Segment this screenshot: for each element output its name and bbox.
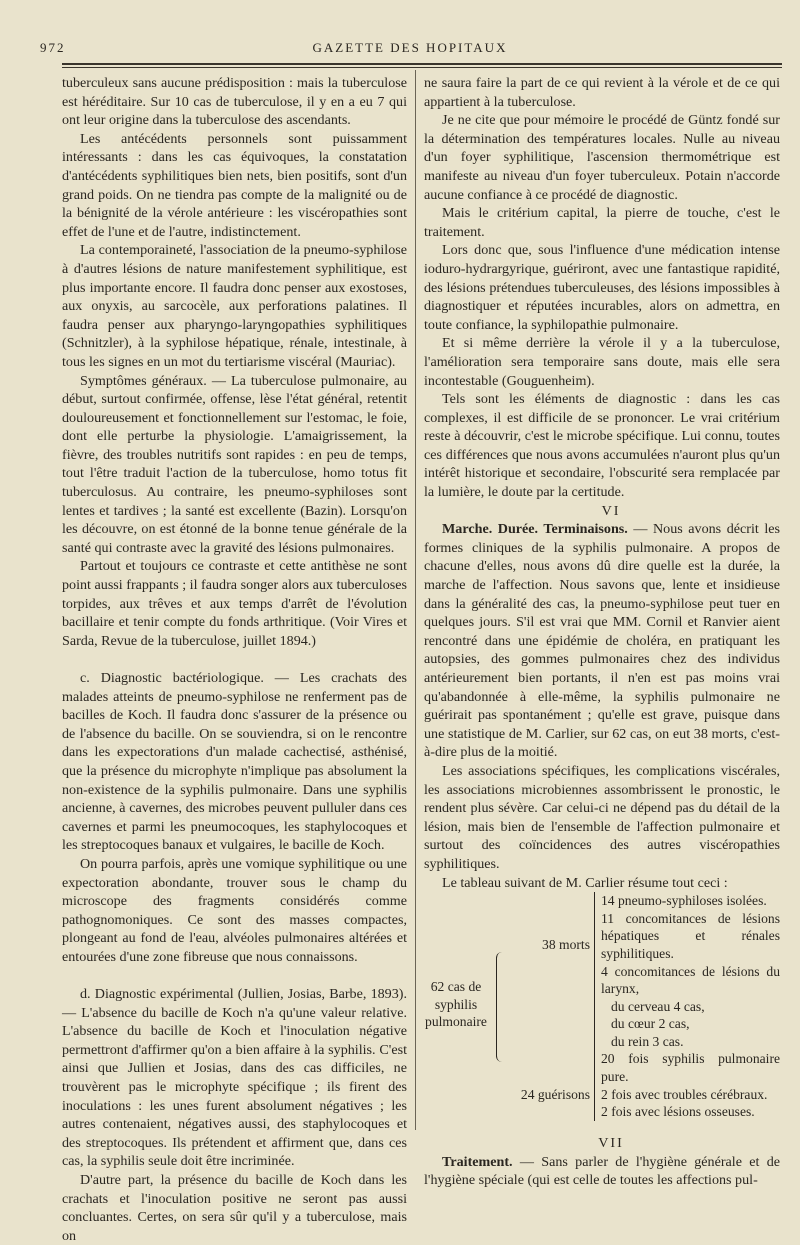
paragraph: On pourra parfois, après une vomique syphilitique ou une expectoration abondante, trouver sous le champ du microscope des fragments considérés comme pathognomoniques. Ce sont des masses compactes, plongeant au fond de l'eau, alvéoles pulmonaires altérées et entourées d'une zone fibreuse que nous connaissons. bbox=[62, 855, 407, 965]
paragraph: Les associations spécifiques, les complications viscérales, les associations microbiennes assombrissent le pronostic, le rendent plus sévère. Car celui-ci ne dépend pas du détail de la lésion, mais bien de l'ensemble de l'affection pulmonaire et surtout des coïncidences des autres viscéropathies syphilitiques. bbox=[424, 762, 780, 872]
paragraph: D'autre part, la présence du bacille de Koch dans les crachats et l'inoculation positive ne seront pas aussi concluantes. Certes, on sera sûr qu'il y a tuberculose, mais on bbox=[62, 1172, 407, 1244]
table-row: du cerveau 4 cas, bbox=[611, 998, 705, 1014]
table-row: 11 concomitances de lésions hépatiques et rénales syphilitiques. bbox=[601, 910, 780, 961]
paragraph: Mais le critérium capital, la pierre de touche, c'est le traitement. bbox=[424, 205, 780, 240]
table-row: 2 fois avec troubles cérébraux. bbox=[601, 1086, 768, 1102]
section-heading: VI bbox=[601, 502, 621, 519]
paragraph-text: — Sans parler de l'hygiène générale et de l'hygiène spéciale (qui est celle de toutes les affections pul- bbox=[424, 1153, 780, 1189]
header-rule bbox=[62, 63, 782, 65]
carlier-statistics-table bbox=[424, 892, 780, 1134]
paragraph: Tels sont les éléments de diagnostic : dans les cas complexes, il est difficile de se prononcer. Le vrai critérium reste à découvrir, c'est le microbe spécifique. Lui connu, toutes ces différences que nous avons accumulées n'auront plus qu'un intérêt historique et secondaire, l'obscurité sera remplacée par la lumière, le doute par la certitude. bbox=[424, 391, 780, 501]
table-deaths: 38 morts bbox=[542, 937, 590, 953]
paragraph: Partout et toujours ce contraste et cette antithèse ne sont point aussi frappants ; il faudra songer alors aux tuberculoses torpides, aux trêves et aux temps d'arrêt de l'évolution bacillaire et tenir compte du fonds arthritique. (Voir Vires et Sarda, Revue de la tuberculose, juillet 1894.) bbox=[62, 558, 407, 649]
running-title: GAZETTE DES HOPITAUX bbox=[312, 40, 508, 55]
paragraph bbox=[424, 1153, 780, 1190]
paragraph: c. Diagnostic bactériologique. — Les crachats des malades atteints de pneumo-syphilose ne renferment pas de bacilles de Koch. Il faudra donc s'assurer de la présence ou de l'absence du bacille. On se souviendra, si on le rencontre dans les expectorations d'un malade cachectisé, asthénisé, que la présence du microphyte n'implique pas absolument la non-existence de la syphilis pulmonaire. Dans une syphilis ancienne, à cavernes, des microbes peuvent pulluler dans ces cavernes et parmi les pneumocoques, les staphylocoques et les streptocoques banaux et vulgaires, le bacille de Koch. bbox=[62, 670, 407, 854]
paragraph: Et si même derrière la vérole il y a la tuberculose, l'amélioration sera temporaire sans doute, mais elle sera incontestable (Gouguenheim). bbox=[424, 335, 780, 389]
page-header bbox=[40, 40, 780, 62]
column-divider bbox=[415, 70, 416, 1130]
table-row: 2 fois avec lésions osseuses. bbox=[601, 1104, 755, 1120]
paragraph-text: — Nous avons décrit les formes cliniques de la syphilis pulmonaire. A propos de chacune d'elles, nous avons dû dire quelle est la durée, la marche de l'affection. Nous savons que, lente et insidieuse dans la généralité des cas, la pneumo-syphilose peut tuer en quelques jours. S'il est vrai que MM. Cornil et Ranvier aient rencontré dans une épidémie de choléra, en pratiquant les autopsies, des gommes pulmonaires chez des individus antérieurement bien portants, il n'en est pas moins vrai qu'abandonnée à elle-même, la syphilis pulmonaire ne guérirait pas spontanément ; qu'elle est grave, puisque dans une statistique de M. Carlier, sur 62 cas, on eut 38 morts, c'est-à-dire plus de la moitié. bbox=[424, 521, 780, 761]
section-heading: VII bbox=[598, 1135, 624, 1152]
page-number: 972 bbox=[40, 40, 66, 55]
table-row: du cœur 2 cas, bbox=[611, 1016, 690, 1032]
subsection-title: Marche. Durée. Terminaisons. bbox=[442, 521, 628, 538]
paragraph: ne saura faire la part de ce qui revient à la vérole et de ce qui appartient à la tuberculose. bbox=[424, 75, 780, 110]
table-recoveries: 24 guérisons bbox=[520, 1087, 590, 1103]
paragraph: Je ne cite que pour mémoire le procédé de Güntz fondé sur la détermination des températures locales. Nulle au niveau d'un foyer syphilitique, l'ascension thermométrique est manifeste au niveau d'un foyer tuberculeux. Potain n'accorde aucune confiance à ce procédé de diagnostic. bbox=[424, 112, 780, 203]
right-column bbox=[424, 74, 780, 1189]
header-rule-thin bbox=[62, 67, 782, 68]
table-total-cases: 62 cas de syphilis pulmonaire bbox=[425, 979, 487, 1030]
paragraph: tuberculeux sans aucune prédisposition : mais la tuberculose est héréditaire. Sur 10 cas de tuberculose, il y en a eu 7 qui ont leur origine dans la tuberculose des ascendants. bbox=[62, 75, 407, 129]
table-details bbox=[594, 892, 780, 1121]
paragraph: Lors donc que, sous l'influence d'une médication intense ioduro-hydrargyrique, guériront, avec une fantastique rapidité, des lésions prétendues tuberculeuses, des lésions impossibles à diagnostiquer et réputées incurables, alors on admettra, en toute confiance, la syphilopathie pulmonaire. bbox=[424, 242, 780, 333]
paragraph: Les antécédents personnels sont puissamment intéressants : dans les cas équivoques, la constatation d'antécédents syphilitiques bien nets, bien positifs, sont d'un grand poids. On ne tiendra pas compte de la malignité ou de la bénignité de la vérole antérieure : les viscéropathies sont effet de l'une et de l'autre, indistinctement. bbox=[62, 130, 407, 240]
paragraph: Symptômes généraux. — La tuberculose pulmonaire, au début, surtout confirmée, offense, lèse l'état général, retentit douloureusement et fonctionnellement sur l'estomac, le foie, dont elle perturbe la physiologie. L'amaigrissement, la fièvre, des troubles nutritifs sont rapides : en peu de temps, tout l'être traduit l'action de la tuberculose, homo totus fit tuberculosus. Au contraire, les pneumo-syphiloses sont lentes et tardives ; la santé est excellente (Bazin). Lorsqu'on les découvre, on est étonné de la bonne tenue générale de la santé qui contraste avec la gravité des lésions pulmonaires. bbox=[62, 372, 407, 556]
paragraph: Le tableau suivant de M. Carlier résume tout ceci : bbox=[442, 874, 728, 891]
brace bbox=[496, 952, 505, 1062]
table-row: 14 pneumo-syphiloses isolées. bbox=[601, 893, 767, 909]
paragraph bbox=[424, 520, 780, 762]
paragraph: La contemporaineté, l'association de la pneumo-syphilose à d'autres lésions de nature manifestement syphilitique, est plus importante encore. Il faudra donc penser aux exostoses, aux onyxis, au sarcocèle, aux perforations palatines. Il faudra penser aux pharyngo-laryngopathies syphilitiques (Schnitzler), à la syphilose hépatique, rénale, intestinale, à tous les signes en un mot du tertiarisme viscéral (Mauriac). bbox=[62, 242, 407, 370]
subsection-title: Traitement. bbox=[442, 1153, 513, 1170]
paragraph: d. Diagnostic expérimental (Jullien, Josias, Barbe, 1893). — L'absence du bacille de Koch n'a qu'une valeur relative. L'absence du bacille de Koch et l'inoculation négative permettront d'affirmer qu'on a bien affaire à la syphilis. C'est ainsi que Jullien et Josias, dans des cas difficiles, ne trouvèrent pas le microphyte spécifique ; ils firent des inoculations : les unes furent absolument négatives ; les autres contenaient, négatives aussi, des staphylocoques et des streptocoques. Ils prétendent et affirment que, dans ces cas, la syphilis seule doit être incriminée. bbox=[62, 986, 407, 1170]
left-column bbox=[62, 74, 407, 1244]
table-row: du rein 3 cas. bbox=[611, 1033, 684, 1049]
table-row: 4 concomitances de lésions du larynx, bbox=[601, 963, 780, 997]
table-row: 20 fois syphilis pulmonaire pure. bbox=[601, 1051, 780, 1085]
